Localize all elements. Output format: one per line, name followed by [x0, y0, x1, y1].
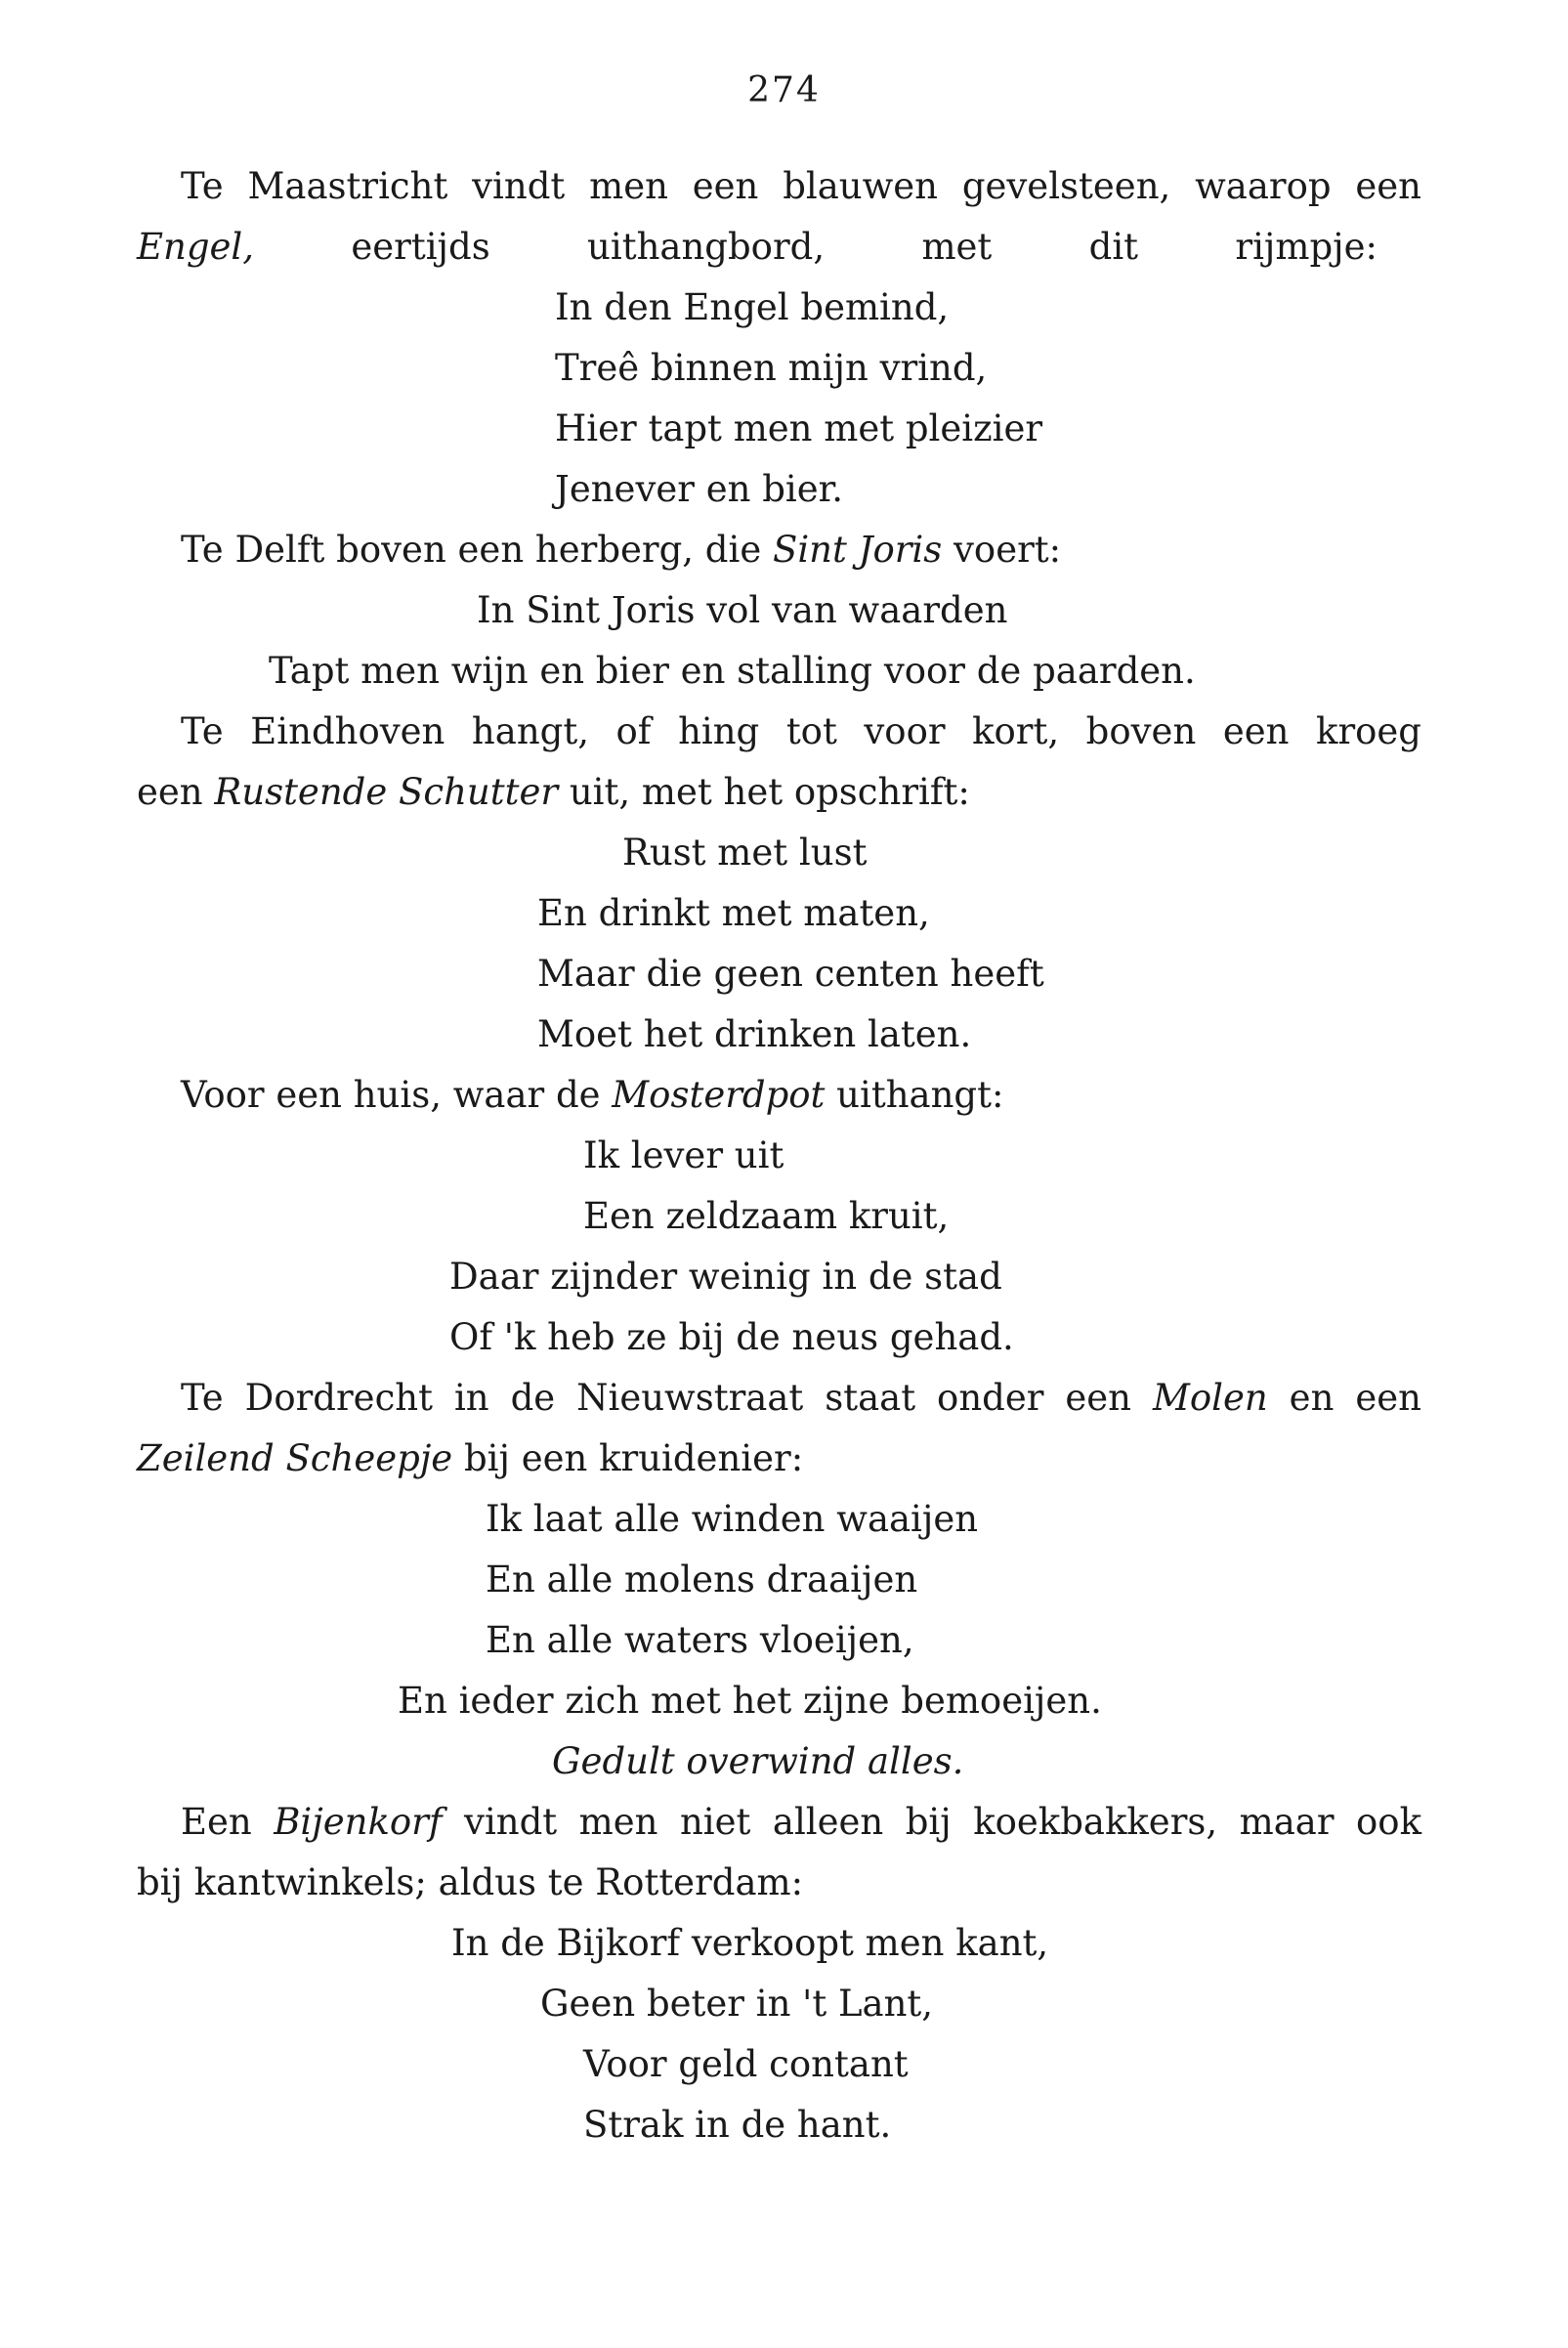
text-run: Of 'k heb ze bij de neus gehad.: [449, 1316, 1014, 1358]
italic-name: Sint Joris: [772, 529, 943, 571]
italic-name: Bijenkorf: [274, 1801, 443, 1843]
text-line: [486, 1610, 914, 1671]
text-run: In den Engel bemind,: [555, 286, 950, 328]
text-run: Daar zijnder weinig in de stad: [449, 1256, 1002, 1298]
text-line: [540, 1974, 933, 2034]
text-line: [137, 762, 970, 823]
text-line: [583, 2095, 891, 2156]
text-run: En alle molens draaijen: [486, 1558, 918, 1601]
text-run: Te Delft boven een herberg, die: [181, 529, 773, 571]
text-line: [477, 580, 1007, 641]
text-line: [486, 1550, 917, 1610]
text-run: En ieder zich met het zijne bemoeijen.: [398, 1680, 1102, 1722]
text-line: [449, 1247, 1002, 1307]
text-line: [269, 641, 1196, 702]
italic-name: Molen: [1152, 1377, 1268, 1419]
text-line: [486, 1489, 978, 1550]
text-run: Strak in de hant.: [583, 2104, 892, 2146]
text-run: voert:: [942, 529, 1062, 571]
text-run: Hier tapt men met pleizier: [555, 407, 1043, 449]
text-line: [181, 1368, 1421, 1429]
text-run: uithangt:: [825, 1074, 1004, 1116]
text-run: Voor een huis, waar de: [181, 1074, 613, 1116]
text-run: Geen beter in 't Lant,: [540, 1983, 934, 2025]
text-run: In de Bijkorf verkoopt men kant,: [451, 1922, 1049, 1964]
text-run: Een: [181, 1801, 275, 1843]
text-line: [137, 217, 1377, 277]
text-line: [537, 883, 930, 944]
text-line: [537, 1004, 971, 1065]
text-line: [137, 1429, 803, 1489]
text-run: Te Dordrecht in de Nieuwstraat staat onder een: [181, 1377, 1153, 1419]
text-line: [583, 1186, 949, 1247]
text-line: [583, 1126, 784, 1186]
text-run: bij een kruidenier:: [452, 1437, 804, 1479]
text-line: [537, 944, 1044, 1004]
text-line: [137, 1853, 803, 1913]
text-line: [449, 1307, 1014, 1368]
text-line: [181, 1065, 1003, 1126]
text-line: [555, 399, 1042, 459]
text-run: Moet het drinken laten.: [537, 1013, 972, 1055]
italic-name: Zeilend Scheepje: [137, 1437, 453, 1479]
text-line: [552, 1731, 963, 1792]
italic-name: Engel,: [137, 226, 255, 268]
text-line: [451, 1913, 1048, 1974]
text-run: Te Maastricht vindt men een blauwen gevelsteen, waarop een: [181, 165, 1421, 207]
text-line: [583, 2034, 909, 2095]
text-run: Treê binnen mijn vrind,: [555, 347, 988, 389]
italic-name: Gedult overwind alles.: [552, 1740, 964, 1782]
italic-name: Mosterdpot: [612, 1074, 826, 1116]
text-run: Ik laat alle winden waaijen: [486, 1498, 979, 1540]
text-run: Tapt men wijn en bier en stalling voor de paarden.: [269, 650, 1196, 692]
text-run: bij kantwinkels; aldus te Rotterdam:: [137, 1861, 804, 1903]
text-run: Voor geld contant: [583, 2043, 909, 2085]
text-run: een: [137, 771, 215, 813]
text-line: [181, 156, 1421, 217]
text-run: en een: [1267, 1377, 1421, 1419]
text-run: Ik lever uit: [583, 1134, 784, 1176]
text-run: Te Eindhoven hangt, of hing tot voor kort, boven een kroeg: [181, 710, 1421, 752]
page-number: 274: [747, 70, 821, 110]
italic-name: Rustende Schutter: [214, 771, 559, 813]
text-run: In Sint Joris vol van waarden: [477, 589, 1008, 631]
text-line: [555, 277, 949, 338]
text-run: uit, met het opschrift:: [558, 771, 970, 813]
text-run: Jenever en bier.: [555, 468, 843, 510]
text-line: [181, 702, 1421, 762]
text-run: En drinkt met maten,: [537, 892, 930, 934]
text-run: Maar die geen centen heeft: [537, 953, 1044, 995]
text-line: [398, 1671, 1102, 1731]
text-run: Een zeldzaam kruit,: [583, 1195, 950, 1237]
text-line: [181, 1792, 1421, 1853]
text-run: vindt men niet alleen bij koekbakkers, maar ook: [442, 1801, 1421, 1843]
text-line: [555, 459, 843, 520]
text-line: [622, 823, 867, 883]
text-run: eertijds uithangbord, met dit rijmpje:: [254, 226, 1377, 268]
text-line: [181, 520, 1061, 580]
text-run: En alle waters vloeijen,: [486, 1619, 914, 1661]
text-line: [555, 338, 987, 399]
text-run: Rust met lust: [622, 832, 868, 874]
